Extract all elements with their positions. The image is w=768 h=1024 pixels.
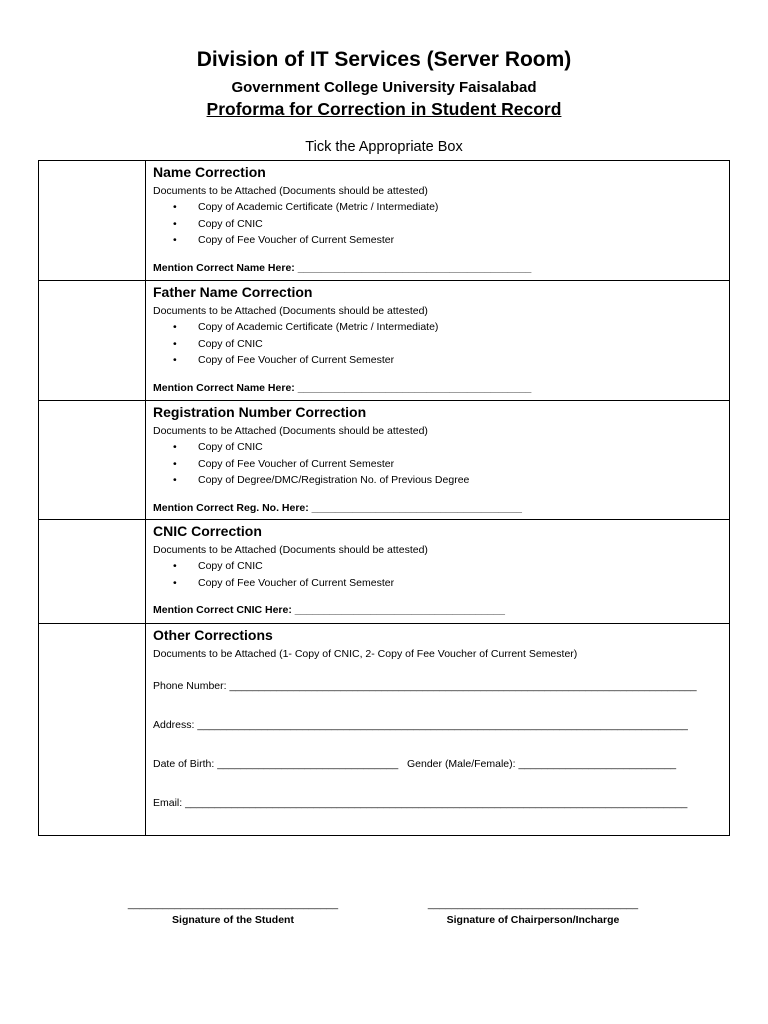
list-item-label: Copy of CNIC [198,217,263,230]
list-item [173,558,723,575]
section-title: CNIC Correction [153,523,262,539]
section-title: Father Name Correction [153,284,313,300]
correct-father-name-field[interactable]: Mention Correct Name Here: ________________________________________ [153,381,532,394]
tick-box-father-name-correction[interactable] [39,281,146,401]
document-list [173,558,723,591]
document-title: Division of IT Services (Server Room) [196,48,572,71]
signature-line[interactable]: ____________________________________ [127,898,339,910]
section-content [146,161,730,281]
form-title: Proforma for Correction in Student Record [206,99,562,119]
section-title: Name Correction [153,164,266,180]
bullet-icon: • [173,354,177,366]
document-list [173,439,723,489]
list-item-label: Copy of CNIC [198,441,263,453]
tick-box-name-correction[interactable] [39,161,146,281]
list-item [173,439,723,456]
correct-reg-no-field[interactable]: Mention Correct Reg. No. Here: ____________________________________ [153,501,522,514]
documents-note: Documents to be Attached (1- Copy of CNIC, 2- Copy of Fee Voucher of Current Semester) [153,648,578,660]
list-item-label: Copy of Fee Voucher of Current Semester [198,354,395,366]
correct-cnic-field[interactable]: Mention Correct CNIC Here: ____________________________________ [153,604,505,616]
signature-line[interactable]: ____________________________________ [427,898,639,910]
dob-gender-row [153,757,723,771]
chairperson-signature-label: Signature of Chairperson/Incharge [446,914,620,926]
email-field[interactable]: Email: ______________________________________________________________________________________ [153,797,688,809]
bullet-icon: • [173,474,177,486]
list-item [173,216,723,233]
tick-box-cnic-correction[interactable] [39,520,146,624]
list-item [173,352,723,369]
documents-note: Documents to be Attached (Documents should be attested) [153,305,428,317]
section-content [146,401,730,520]
chairperson-signature-block [420,898,646,926]
bullet-icon: • [173,560,177,572]
documents-note: Documents to be Attached (Documents should be attested) [153,425,428,437]
bullet-icon: • [173,337,177,350]
section-name-correction [39,161,730,281]
section-title: Registration Number Correction [153,404,367,420]
list-item [173,336,723,353]
documents-note: Documents to be Attached (Documents should be attested) [153,544,428,556]
bullet-icon: • [173,321,177,333]
tick-box-registration-correction[interactable] [39,401,146,520]
student-signature-block [120,898,346,926]
address-field[interactable]: Address: ____________________________________________________________________________________ [153,719,688,731]
phone-number-field[interactable]: Phone Number: ________________________________________________________________________________ [153,680,697,692]
list-item-label: Copy of Fee Voucher of Current Semester [198,457,395,470]
list-item-label: Copy of Academic Certificate (Metric / Intermediate) [198,201,439,213]
date-of-birth-field[interactable]: Date of Birth: _______________________________ [153,758,399,770]
list-item [173,319,723,336]
section-registration-number-correction [39,401,730,520]
bullet-icon: • [173,217,177,230]
list-item [173,199,723,216]
document-list [173,319,723,369]
student-signature-label: Signature of the Student [172,914,294,926]
list-item [173,232,723,249]
section-content [146,281,730,401]
bullet-icon: • [173,576,177,589]
bullet-icon: • [173,441,177,453]
list-item [173,456,723,473]
correction-form-table [38,160,730,836]
bullet-icon: • [173,234,177,246]
list-item-label: Copy of CNIC [198,560,263,572]
bullet-icon: • [173,201,177,213]
tick-box-other-corrections[interactable] [39,624,146,836]
section-title: Other Corrections [153,627,273,643]
instruction-text: Tick the Appropriate Box [305,139,463,155]
bullet-icon: • [173,457,177,470]
document-list [173,199,723,249]
correct-name-field[interactable]: Mention Correct Name Here: ________________________________________ [153,261,532,274]
list-item-label: Copy of CNIC [198,337,263,350]
section-cnic-correction [39,520,730,624]
list-item-label: Copy of Fee Voucher of Current Semester [198,234,395,246]
list-item-label: Copy of Fee Voucher of Current Semester [198,576,395,589]
documents-note: Documents to be Attached (Documents should be attested) [153,185,428,197]
list-item [173,575,723,592]
list-item-label: Copy of Academic Certificate (Metric / Intermediate) [198,321,439,333]
section-content [146,520,730,624]
gender-field[interactable]: Gender (Male/Female): ___________________________ [407,758,677,770]
section-content [146,624,730,836]
section-father-name-correction [39,281,730,401]
section-other-corrections [39,624,730,836]
list-item-label: Copy of Degree/DMC/Registration No. of Previous Degree [198,474,470,486]
list-item [173,472,723,489]
university-name: Government College University Faisalabad [231,79,537,96]
